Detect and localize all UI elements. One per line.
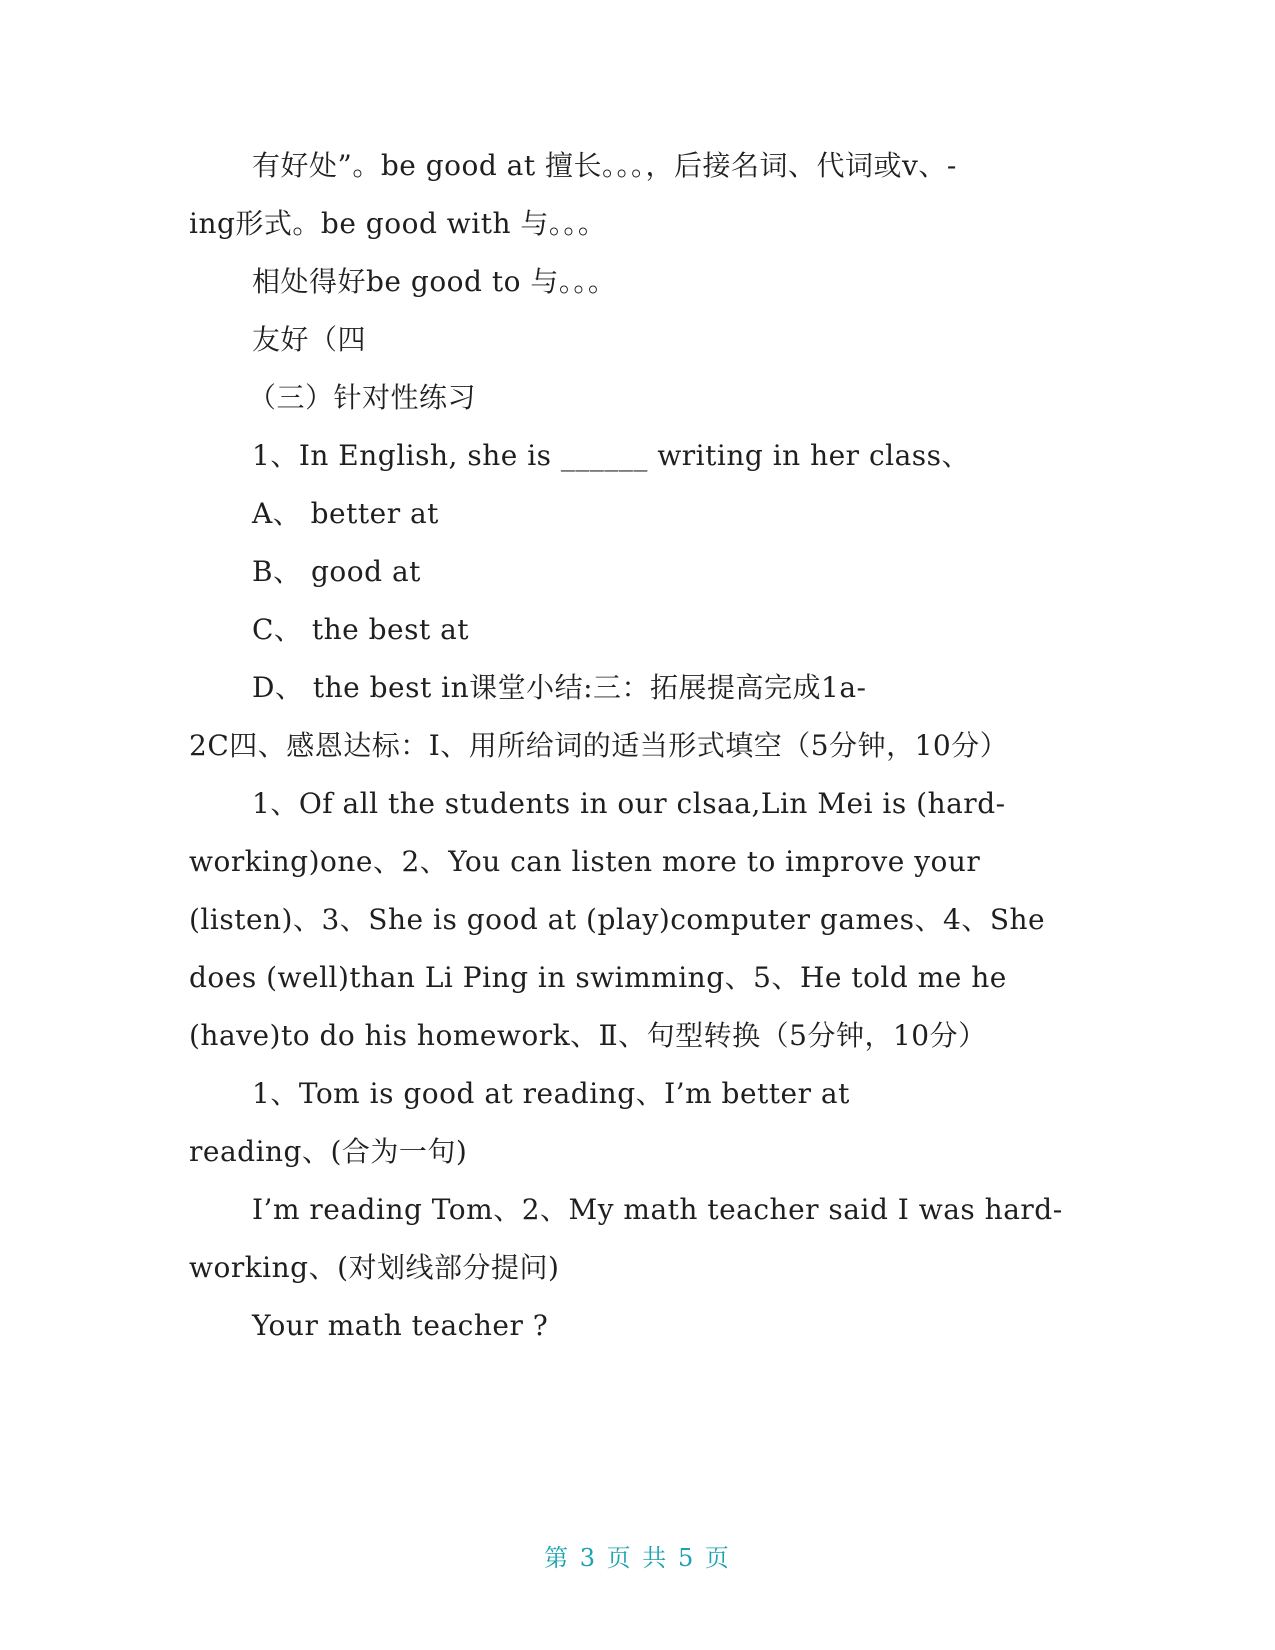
section-heading-practice: （三）针对性练习 [248, 381, 477, 414]
text-line-21: Your math teacher ? [252, 1309, 549, 1342]
text-line-1: 有好处”。be good at 擅长。。。，后接名词、代词或v、- [252, 149, 957, 182]
text-line-20: working、(对划线部分提问) [189, 1251, 560, 1284]
text-line-14: (listen)、3、She is good at (play)computer games、4、She [189, 903, 1046, 936]
option-a: A、 better at [252, 497, 439, 530]
text-line-16: (have)to do his homework、Ⅱ、句型转换（5分钟，10分） [189, 1019, 987, 1052]
text-line-12: 1、Of all the students in our clsaa,Lin Mei is (hard- [252, 787, 1006, 820]
text-line-2: ing形式。be good with 与。。。 [189, 207, 607, 240]
text-line-13: working)one、2、You can listen more to improve your [189, 845, 981, 878]
page-number-footer: 第 3 页 共 5 页 [544, 1544, 731, 1572]
option-b: B、 good at [252, 555, 421, 588]
text-line-19: I’m reading Tom、2、My math teacher said I was hard- [252, 1193, 1063, 1226]
question-1: 1、In English, she is ______ writing in her class、 [252, 439, 971, 472]
option-d: D、 the best in课堂小结:三：拓展提高完成1a- [252, 671, 867, 704]
text-line-17: 1、Tom is good at reading、I’m better at [252, 1077, 850, 1110]
text-line-3: 相处得好be good to 与。。。 [252, 265, 617, 298]
section-heading-exercise: 2C四、感恩达标：Ⅰ、用所给词的适当形式填空（5分钟，10分） [189, 729, 1009, 762]
text-line-15: does (well)than Li Ping in swimming、5、He told me he [189, 961, 1007, 994]
text-line-4: 友好（四 [252, 323, 367, 356]
text-line-18: reading、(合为一句) [189, 1135, 468, 1168]
option-c: C、 the best at [252, 613, 470, 646]
